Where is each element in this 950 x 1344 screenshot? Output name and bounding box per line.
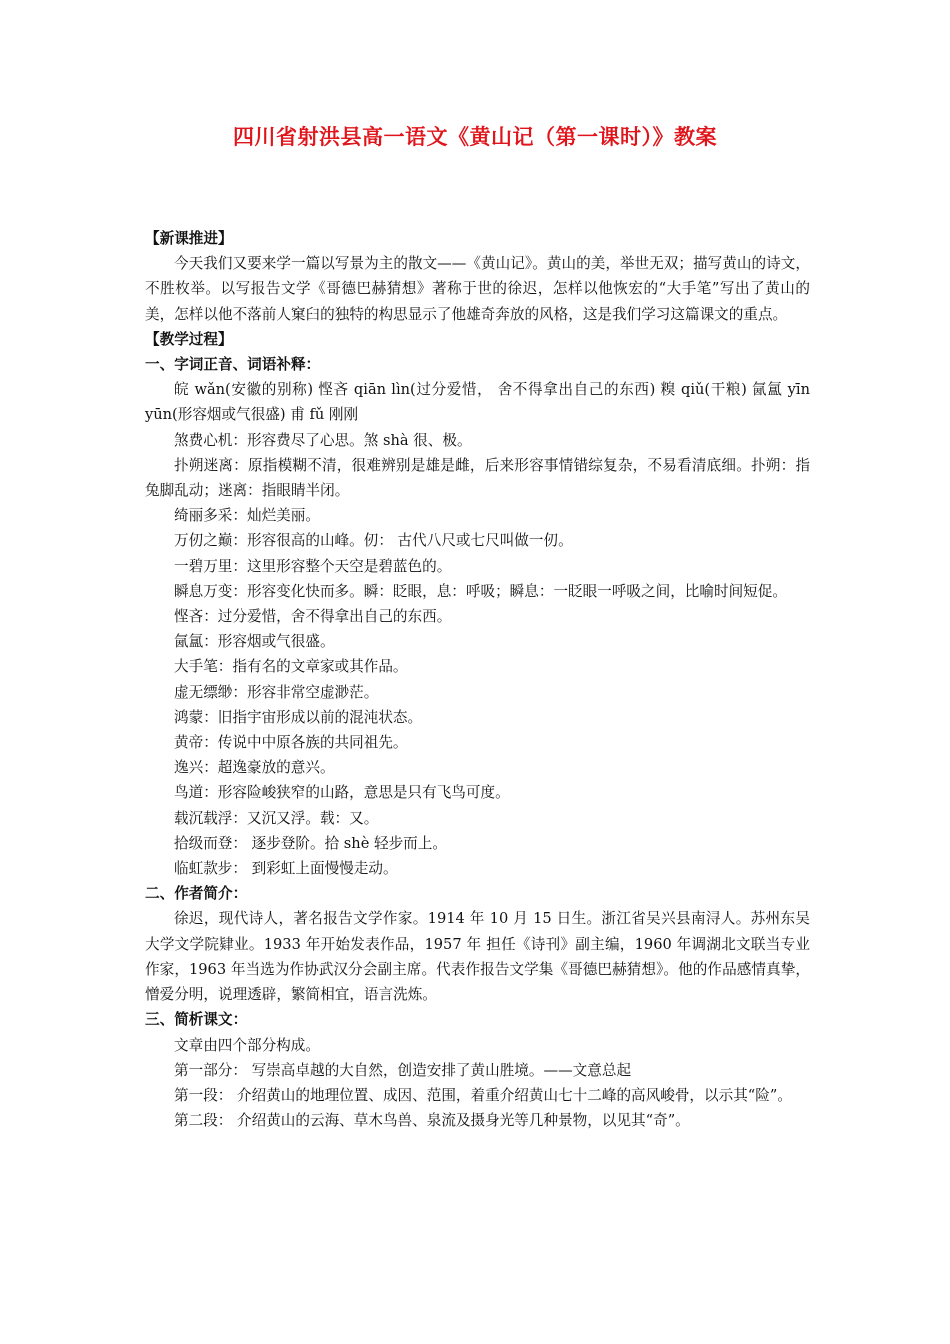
analysis-paragraph: 第二段： 介绍黄山的云海、草木鸟兽、泉流及摄身光等几种景物，以见其“奇”。 (174, 1112, 690, 1130)
vocab-item: 大手笔：指有名的文章家或其作品。 (174, 658, 408, 676)
vocab-item: 虚无缥缈：形容非常空虚渺茫。 (174, 683, 379, 701)
analysis-paragraph: 第一部分： 写崇高卓越的大自然，创造安排了黄山胜境。——文意总起 (174, 1061, 632, 1079)
vocab-item: 扑朔迷离：原指模糊不清，很难辨别是雄是雌，后来形容事情错综复杂，不易看清底细。扑朔：指兔脚乱动；迷离：指眼睛半闭。 (145, 456, 810, 500)
intro-paragraph: 今天我们又要来学一篇以写景为主的散文——《黄山记》。黄山的美，举世无双；描写黄山的诗文，不胜枚举。以写报告文学《哥德巴赫猜想》著称于世的徐迟，怎样以他恢宏的“大手笔”写出了黄山的美，怎样以他不落前人窠臼的独特的构思显示了他雄奇奔放的风格，这是我们学习这篇课文的重点。 (145, 255, 810, 323)
analysis-paragraph: 文章由四个部分构成。 (174, 1036, 320, 1054)
vocab-item: 绮丽多采：灿烂美丽。 (174, 507, 320, 525)
document-title: 四川省射洪县高一语文《黄山记（第一课时）》教案 (233, 124, 717, 149)
section-heading-vocabulary: 一、字词正音、词语补释： (145, 356, 321, 374)
vocab-item: 鸟道：形容险峻狭窄的山路，意思是只有飞鸟可度。 (174, 784, 510, 802)
author-paragraph: 徐迟，现代诗人，著名报告文学作家。1914 年 10 月 15 日生。浙江省吴兴县南浔人。苏州东吴大学文学院肄业。1933 年开始发表作品，1957 年 担任《诗刊》副主编，1960 年调湖北文联当专业作家，1963 年当选为作协武汉分会副主席。代表作报告文学集《哥德巴赫猜想》。他的作品感情真挚，憎爱分明，说理透辟，繁简相宜，语言洗炼。 (145, 910, 810, 1004)
vocab-item: 氤氲：形容烟或气很盛。 (174, 633, 335, 651)
vocab-item: 煞费心机：形容费尽了心思。煞 shà 很、极。 (174, 431, 472, 449)
vocab-item: 拾级而登： 逐步登阶。拾 shè 轻步而上。 (174, 834, 447, 852)
vocab-item: 载沉载浮：又沉又浮。载：又。 (174, 809, 379, 827)
section-heading-analysis: 三、简析课文： (145, 1011, 248, 1029)
vocab-item: 鸿蒙：旧指宇宙形成以前的混沌状态。 (174, 708, 423, 726)
vocab-item: 一碧万里：这里形容整个天空是碧蓝色的。 (174, 557, 452, 575)
section-heading-new-lesson: 【新课推进】 (145, 230, 233, 247)
vocab-item: 悭吝：过分爱惜，舍不得拿出自己的东西。 (174, 608, 452, 626)
vocab-item: 万仞之巅：形容很高的山峰。仞： 古代八尺或七尺叫做一仞。 (174, 532, 573, 550)
vocab-item: 临虹款步： 到彩虹上面慢慢走动。 (174, 860, 398, 878)
analysis-paragraph: 第一段： 介绍黄山的地理位置、成因、范围，着重介绍黄山七十二峰的高风峻骨，以示其“险”。 (174, 1086, 792, 1104)
document-body (145, 226, 810, 1133)
vocab-item: 黄帝：传说中中原各族的共同祖先。 (174, 734, 408, 752)
vocab-item: 皖 wǎn(安徽的别称) 悭吝 qiān lìn(过分爱惜， 舍不得拿出自己的东西) 糗 qiǔ(干粮) 氤氲 yīn yūn(形容烟或气很盛) 甫 fǔ 刚刚 (145, 381, 810, 424)
vocab-item: 瞬息万变：形容变化快而多。瞬：眨眼，息：呼吸；瞬息：一眨眼一呼吸之间，比喻时间短促。 (174, 582, 787, 600)
section-heading-process: 【教学过程】 (145, 330, 233, 348)
vocab-item: 逸兴：超逸豪放的意兴。 (174, 759, 335, 777)
section-heading-author: 二、作者简介： (145, 885, 248, 903)
